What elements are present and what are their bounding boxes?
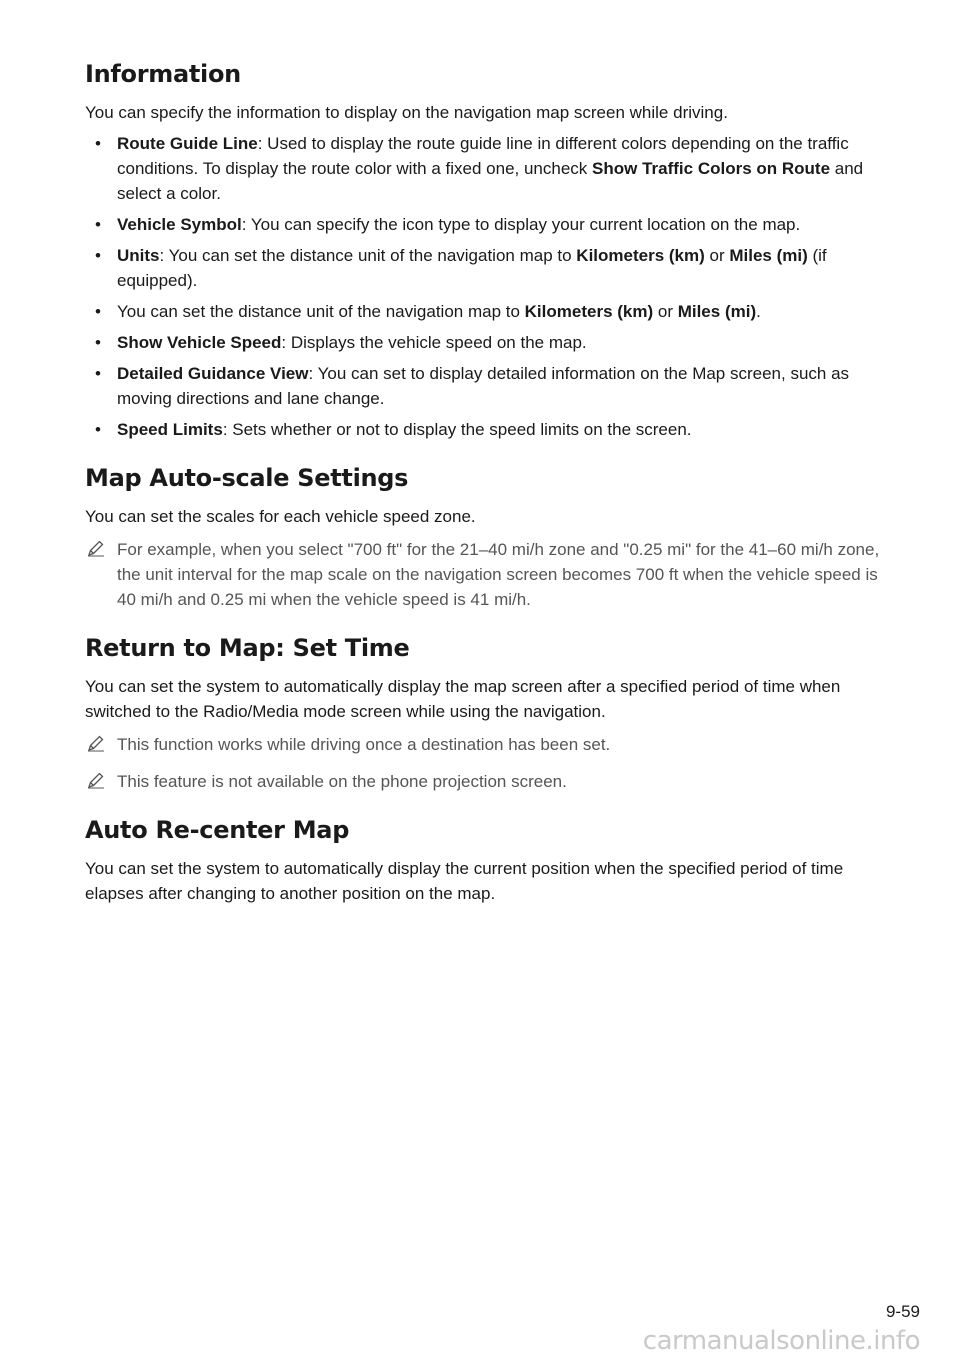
section-return-map [85,634,880,794]
list-item: • Speed Limits: Sets whether or not to display the speed limits on the screen. [85,417,880,442]
information-list [85,131,880,442]
bold-label: Detailed Guidance View [117,364,309,383]
list-item: • Route Guide Line: Used to display the route guide line in different colors depending on the traffic conditions. To display the route color with a fixed one, uncheck Show Traffic Colors on Route and select a color. [85,131,880,206]
section-recenter [85,816,880,906]
bold-label: Route Guide Line [117,134,258,153]
section-title-information: Information [85,60,241,88]
list-item: • Vehicle Symbol: You can specify the icon type to display your current location on the map. [85,212,880,237]
pencil-icon [87,771,105,789]
watermark: carmanualsonline.info [642,1326,920,1356]
bullet-icon: • [95,134,101,153]
page-number: 9-59 [885,1302,920,1321]
auto-scale-intro: You can set the scales for each vehicle speed zone. [85,507,476,526]
recenter-intro: You can set the system to automatically display the current position when the specified period of time elapses after changing to another position on the map. [85,859,844,903]
page-content [85,60,880,928]
bullet-icon: • [95,215,101,234]
note-text: For example, when you select "700 ft" for the 21–40 mi/h zone and "0.25 mi" for the 41–60 mi/h zone, the unit interval for the map scale on the navigation screen becomes 700 ft when the vehicle speed is 40 mi/h and 0.25 mi when the vehicle speed is 41 mi/h. [117,540,880,609]
note [85,537,880,612]
pencil-icon [87,734,105,752]
section-auto-scale [85,464,880,612]
bold-label: Vehicle Symbol [117,215,242,234]
list-item: • Show Vehicle Speed: Displays the vehicle speed on the map. [85,330,880,355]
list-item: • You can set the distance unit of the navigation map to Kilometers (km) or Miles (mi). [85,299,880,324]
note [85,732,880,757]
section-title-return-map: Return to Map: Set Time [85,634,410,662]
section-title-auto-scale: Map Auto-scale Settings [85,464,409,492]
list-item: • Detailed Guidance View: You can set to display detailed information on the Map screen, such as moving directions and lane change. [85,361,880,411]
section-information [85,60,880,442]
return-map-intro: You can set the system to automatically display the map screen after a specified period of time when switched to the Radio/Media mode screen while using the navigation. [85,677,841,721]
section-title-recenter: Auto Re-center Map [85,816,350,844]
bold-label: Show Vehicle Speed [117,333,282,352]
bullet-icon: • [95,333,101,352]
bullet-icon: • [95,246,101,265]
bullet-icon: • [95,302,101,321]
note [85,769,880,794]
list-item: • Units: You can set the distance unit of the navigation map to Kilometers (km) or Miles (mi) (if equipped). [85,243,880,293]
pencil-icon [87,539,105,557]
bullet-icon: • [95,420,101,439]
bold-label: Units [117,246,160,265]
note-text: This function works while driving once a destination has been set. [117,735,611,754]
information-intro: You can specify the information to display on the navigation map screen while driving. [85,103,728,122]
bullet-icon: • [95,364,101,383]
bold-label: Speed Limits [117,420,223,439]
note-text: This feature is not available on the phone projection screen. [117,772,567,791]
